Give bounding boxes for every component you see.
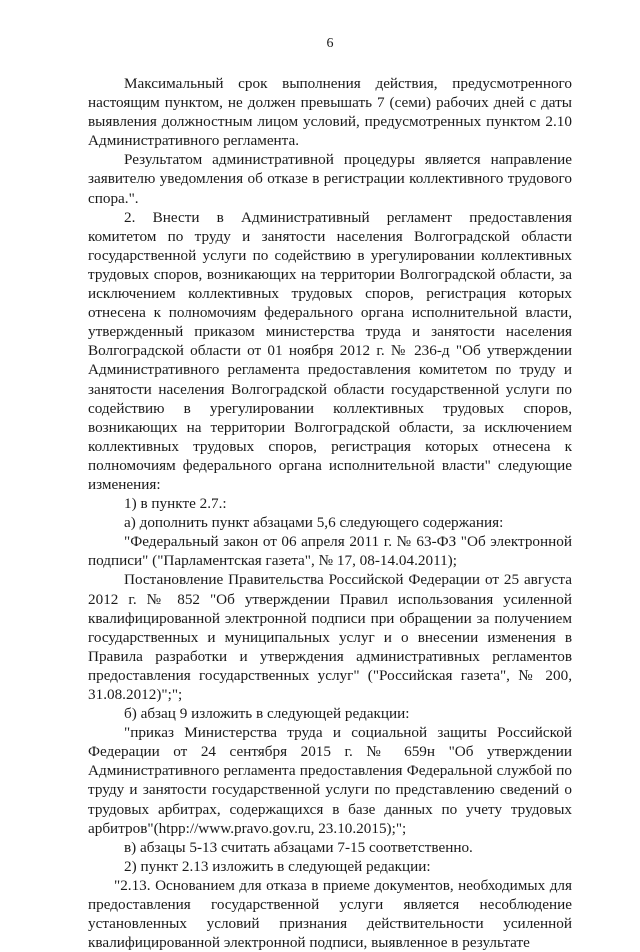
paragraph-max-term: Максимальный срок выполнения действия, предусмотренного настоящим пунктом, не должен превышать 7 (семи) рабочих дней с даты выявления должностным лицом условий, предусмотренных пунктом 2.10 Административного регламента. <box>88 75 572 150</box>
paragraph-result: Результатом административной процедуры является направление заявителю уведомления об отказе в регистрации коллективного трудового спора.". <box>88 151 572 207</box>
paragraph-item-2-13: "2.13. Основанием для отказа в приеме документов, необходимых для предоставления государственной услуги является несоблюдение установленных условий признания действительности усиленной квалифицированной электронной подписи, выявленное в результате <box>88 876 572 952</box>
paragraph-subitem-1: 1) в пункте 2.7.: <box>124 495 227 513</box>
paragraph-government-decree: Постановление Правительства Российской Федерации от 25 августа 2012 г. № 852 "Об утверждении Правил использования усиленной квалифицированной электронной подписи при обращении за получением государственных и муниципальных услуг и о внесении изменения в Правила разработки и утверждения административных регламентов предоставления государственных услуг" ("Российская газета", № 200, 31.08.2012)";"; <box>88 571 572 703</box>
paragraph-subitem-b: б) абзац 9 изложить в следующей редакции: <box>124 705 410 723</box>
paragraph-item-2: 2. Внести в Административный регламент предоставления комитетом по труду и занятости населения Волгоградской области государственной услуги по содействию в урегулировании коллективных трудовых споров, возникающих на территории Волгоградской области, за исключением коллективных трудовых споров, регистрация которых отнесена к полномочиям федерального органа исполнительной власти, утвержденный приказом министерства труда и занятости населения Волгоградской области от 01 ноября 2012 г. № 236-д "Об утверждении Административного регламента предоставления комитетом по труду и занятости населения Волгоградской области государственной услуги по содействию в урегулировании коллективных трудовых споров, возникающих на территории Волгоградской области, за исключением коллективных трудовых споров, регистрация которых отнесена к полномочиям федерального органа исполнительной власти" следующие изменения: <box>88 208 572 493</box>
page-number: 6 <box>326 36 334 51</box>
document-body <box>88 74 572 952</box>
paragraph-federal-law: "Федеральный закон от 06 апреля 2011 г. № 63-ФЗ "Об электронной подписи" ("Парламентская газета", № 17, 08-14.04.2011); <box>88 533 572 570</box>
paragraph-ministry-order: "приказ Министерства труда и социальной защиты Российской Федерации от 24 сентября 2015 г. № 659н "Об утверждении Административного регламента предоставления Федеральной службой по труду и занятости государственной услуги по представлению сведений о трудовых арбитрах, содержащихся в базе данных по учету трудовых арбитров"(htpp://www.pravo.gov.ru, 23.10.2015);"; <box>88 724 572 837</box>
paragraph-subitem-2: 2) пункт 2.13 изложить в следующей редакции: <box>124 857 431 875</box>
paragraph-subitem-a: а) дополнить пункт абзацами 5,6 следующего содержания: <box>124 514 504 532</box>
paragraph-subitem-v: в) абзацы 5-13 считать абзацами 7-15 соответственно. <box>124 838 473 856</box>
